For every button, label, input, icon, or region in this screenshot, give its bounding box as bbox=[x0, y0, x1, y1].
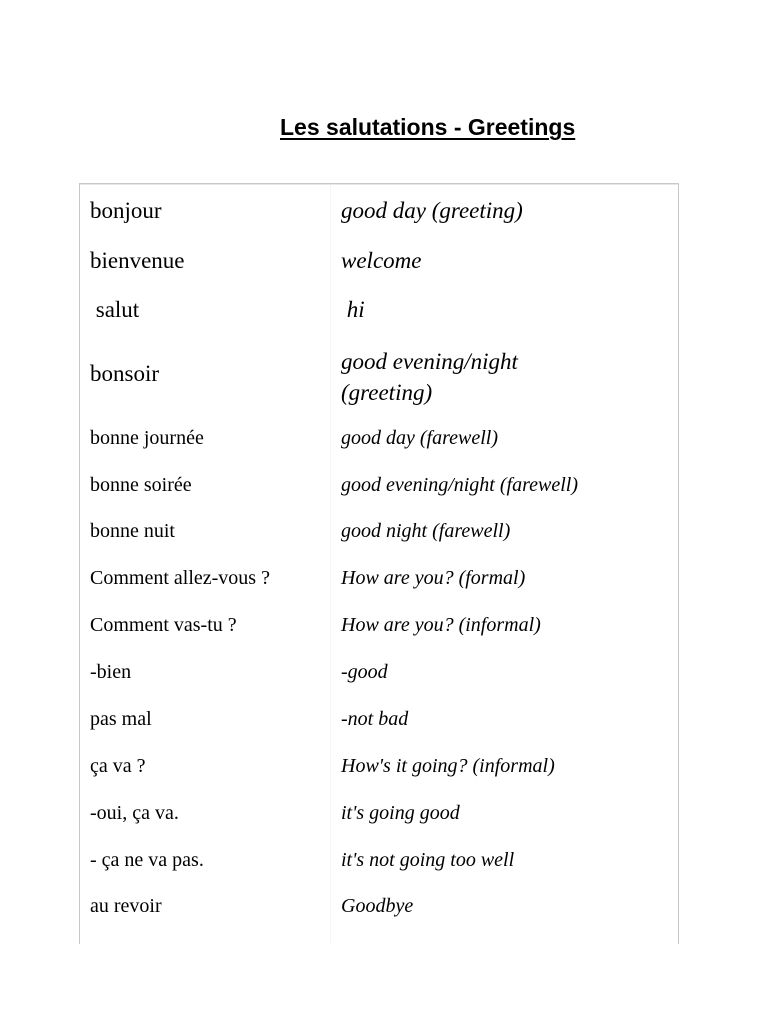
english-translation: Goodbye bbox=[341, 895, 414, 917]
english-translation: good day (greeting) bbox=[341, 198, 523, 223]
english-translation: hi bbox=[341, 297, 365, 322]
english-translation: it's going good bbox=[341, 802, 460, 824]
english-translation: it's not going too well bbox=[341, 849, 515, 871]
english-translation: -not bad bbox=[341, 708, 409, 730]
french-term: ça va ? bbox=[90, 755, 146, 777]
english-translation: good night (farewell) bbox=[341, 520, 511, 542]
vocabulary-table bbox=[79, 183, 679, 944]
french-term: -bien bbox=[90, 661, 132, 683]
french-term: bonne journée bbox=[90, 427, 204, 449]
french-term: bonsoir bbox=[90, 361, 159, 386]
french-term: -oui, ça va. bbox=[90, 802, 179, 824]
french-term: bonjour bbox=[90, 198, 162, 223]
french-term: bonne nuit bbox=[90, 520, 175, 542]
french-term: bienvenue bbox=[90, 248, 185, 273]
english-translation: good evening/night (farewell) bbox=[341, 474, 578, 496]
english-translation: good evening/night (greeting) bbox=[341, 349, 518, 405]
english-translation: How's it going? (informal) bbox=[341, 755, 555, 777]
english-translation: How are you? (informal) bbox=[341, 614, 541, 636]
french-term: salut bbox=[90, 297, 140, 322]
column-divider bbox=[330, 184, 331, 944]
english-translation: good day (farewell) bbox=[341, 427, 499, 449]
french-term: - ça ne va pas. bbox=[90, 849, 204, 871]
french-term: Comment vas-tu ? bbox=[90, 614, 237, 636]
french-term: au revoir bbox=[90, 895, 162, 917]
french-term: Comment allez-vous ? bbox=[90, 567, 270, 589]
page-title: Les salutations - Greetings bbox=[280, 114, 576, 140]
english-translation: -good bbox=[341, 661, 388, 683]
french-term: bonne soirée bbox=[90, 474, 192, 496]
english-translation: welcome bbox=[341, 248, 422, 273]
french-term: pas mal bbox=[90, 708, 152, 730]
english-translation: How are you? (formal) bbox=[341, 567, 526, 589]
